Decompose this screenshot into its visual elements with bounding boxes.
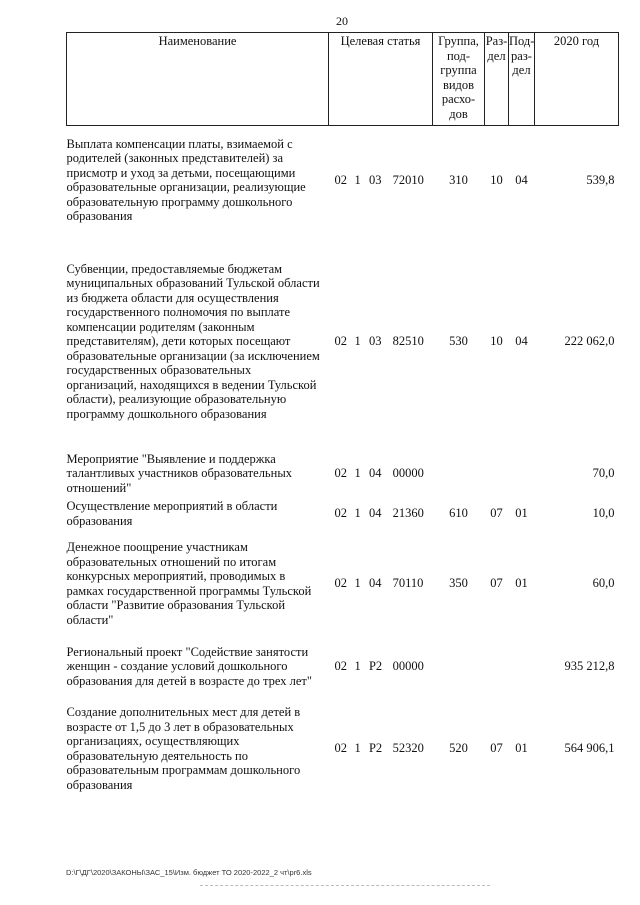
- code-part: 02: [334, 506, 347, 521]
- header-subsection: Под-раз-дел: [509, 33, 535, 126]
- row-name: Мероприятие "Выявление и поддержка талантливых участников образовательных отношений": [66, 451, 292, 495]
- row-subsection: 01: [515, 506, 528, 521]
- code-part: 72010: [392, 173, 424, 187]
- row-group: 350: [449, 576, 468, 591]
- row-group: 520: [449, 741, 468, 756]
- row-name: Выплата компенсации платы, взимаемой с родителей (законных представителей) за присмотр и уход за детьми, посещающими образовательные организации, реализующие образовательную программу дошкольного образования: [66, 136, 306, 224]
- row-amount: 935 212,8: [564, 659, 615, 674]
- table-row: [67, 235, 619, 449]
- code-part: 00000: [392, 466, 424, 481]
- code-part: 1: [354, 576, 361, 591]
- row-amount: 70,0: [592, 466, 615, 481]
- row-section: 07: [490, 576, 503, 591]
- row-section: [485, 449, 509, 499]
- row-group: [433, 449, 485, 499]
- row-target-code: [329, 499, 433, 529]
- row-section: 07: [490, 506, 503, 521]
- row-name: Субвенции, предоставляемые бюджетам муниципальных образований Тульской области из бюджета области для осуществления государственного полномочия по выплате компенсации родителям (законным представителям), дети которых посещают образовательные организации (за исключением государственных образовательных организаций, находящихся в ведении Тульской области), реализующие образовательную программу дошкольного образования: [66, 261, 320, 421]
- code-part: 00000: [392, 659, 424, 674]
- budget-table-sheet: [66, 32, 618, 803]
- code-part: 03: [368, 173, 382, 187]
- row-amount: 60,0: [592, 576, 615, 591]
- row-section: [485, 639, 509, 695]
- row-section: 10: [490, 173, 503, 187]
- code-part: P2: [368, 741, 383, 756]
- header-name: Наименование: [67, 33, 329, 126]
- row-name: Осуществление мероприятий в области образования: [66, 499, 278, 528]
- code-part: 1: [354, 173, 361, 187]
- code-part: 04: [368, 506, 382, 521]
- row-name: Создание дополнительных мест для детей в возрасте от 1,5 до 3 лет в образовательных организациях, осуществляющих образовательную деятельность по образовательным программам дошкольного образования: [66, 705, 301, 792]
- row-target-code: [329, 695, 433, 803]
- row-subsection: 04: [515, 334, 528, 349]
- row-group: 310: [449, 173, 468, 187]
- code-part: 1: [354, 506, 361, 521]
- row-group: 530: [449, 334, 468, 349]
- row-amount: 10,0: [592, 506, 615, 521]
- header-year: 2020 год: [535, 33, 619, 126]
- table-row: [67, 126, 619, 235]
- table-row: [67, 449, 619, 499]
- footer-divider: [200, 885, 490, 886]
- row-subsection: [509, 449, 535, 499]
- row-amount: 564 906,1: [564, 741, 615, 756]
- table-row: [67, 529, 619, 639]
- table-row: [67, 499, 619, 529]
- row-target-code: [329, 639, 433, 695]
- row-amount: 222 062,0: [564, 334, 615, 349]
- row-target-code: [329, 235, 433, 449]
- code-part: 1: [354, 741, 361, 756]
- code-part: 52320: [392, 741, 424, 756]
- row-target-code: [329, 529, 433, 639]
- row-subsection: 01: [515, 741, 528, 756]
- row-amount: 539,8: [586, 173, 615, 187]
- header-target: Целевая статья: [329, 33, 433, 126]
- header-group: [433, 33, 485, 126]
- row-section: 07: [490, 741, 503, 756]
- code-part: 1: [354, 659, 361, 674]
- row-target-code: [329, 449, 433, 499]
- code-part: 70110: [392, 576, 424, 591]
- code-part: 21360: [392, 506, 424, 521]
- row-subsection: [509, 639, 535, 695]
- table-header-row: [67, 33, 619, 126]
- code-part: 02: [334, 576, 347, 591]
- header-section: Раз-дел: [485, 33, 509, 126]
- row-group: 610: [449, 506, 468, 521]
- code-part: 02: [334, 173, 347, 187]
- row-section: 10: [490, 334, 503, 349]
- code-part: 02: [334, 334, 347, 349]
- budget-table: [66, 32, 619, 803]
- row-subsection: 01: [515, 576, 528, 591]
- row-target-code: [329, 126, 433, 235]
- row-name: Денежное поощрение участникам образовательных отношений по итогам конкурсных мероприятий, проводимых в рамках государственной программы Тульской области "Развитие образования Тульской области": [66, 540, 312, 627]
- code-part: 1: [354, 466, 361, 481]
- file-path-footer: D:\Г\ДГ\2020\ЗАКОНЫ\ЗАС_15\Изм. бюджет ТО 2020-2022_2 чт\pr6.xls: [66, 868, 312, 877]
- table-row: [67, 695, 619, 803]
- code-part: 82510: [392, 334, 424, 349]
- row-name: Региональный проект "Содействие занятости женщин - создание условий дошкольного образования для детей в возрасте до трех лет": [66, 644, 312, 688]
- row-group: [433, 639, 485, 695]
- code-part: 02: [334, 659, 347, 674]
- code-part: 04: [368, 576, 382, 591]
- code-part: 04: [368, 466, 382, 481]
- code-part: 02: [334, 466, 347, 481]
- code-part: 02: [334, 741, 347, 756]
- row-subsection: 04: [515, 173, 528, 187]
- table-row: [67, 639, 619, 695]
- page-number: 20: [336, 14, 348, 28]
- header-group-text: Группа, под-группа видов расхо-дов: [438, 34, 479, 121]
- code-part: 03: [368, 334, 382, 349]
- code-part: 1: [354, 334, 361, 349]
- code-part: P2: [368, 659, 383, 674]
